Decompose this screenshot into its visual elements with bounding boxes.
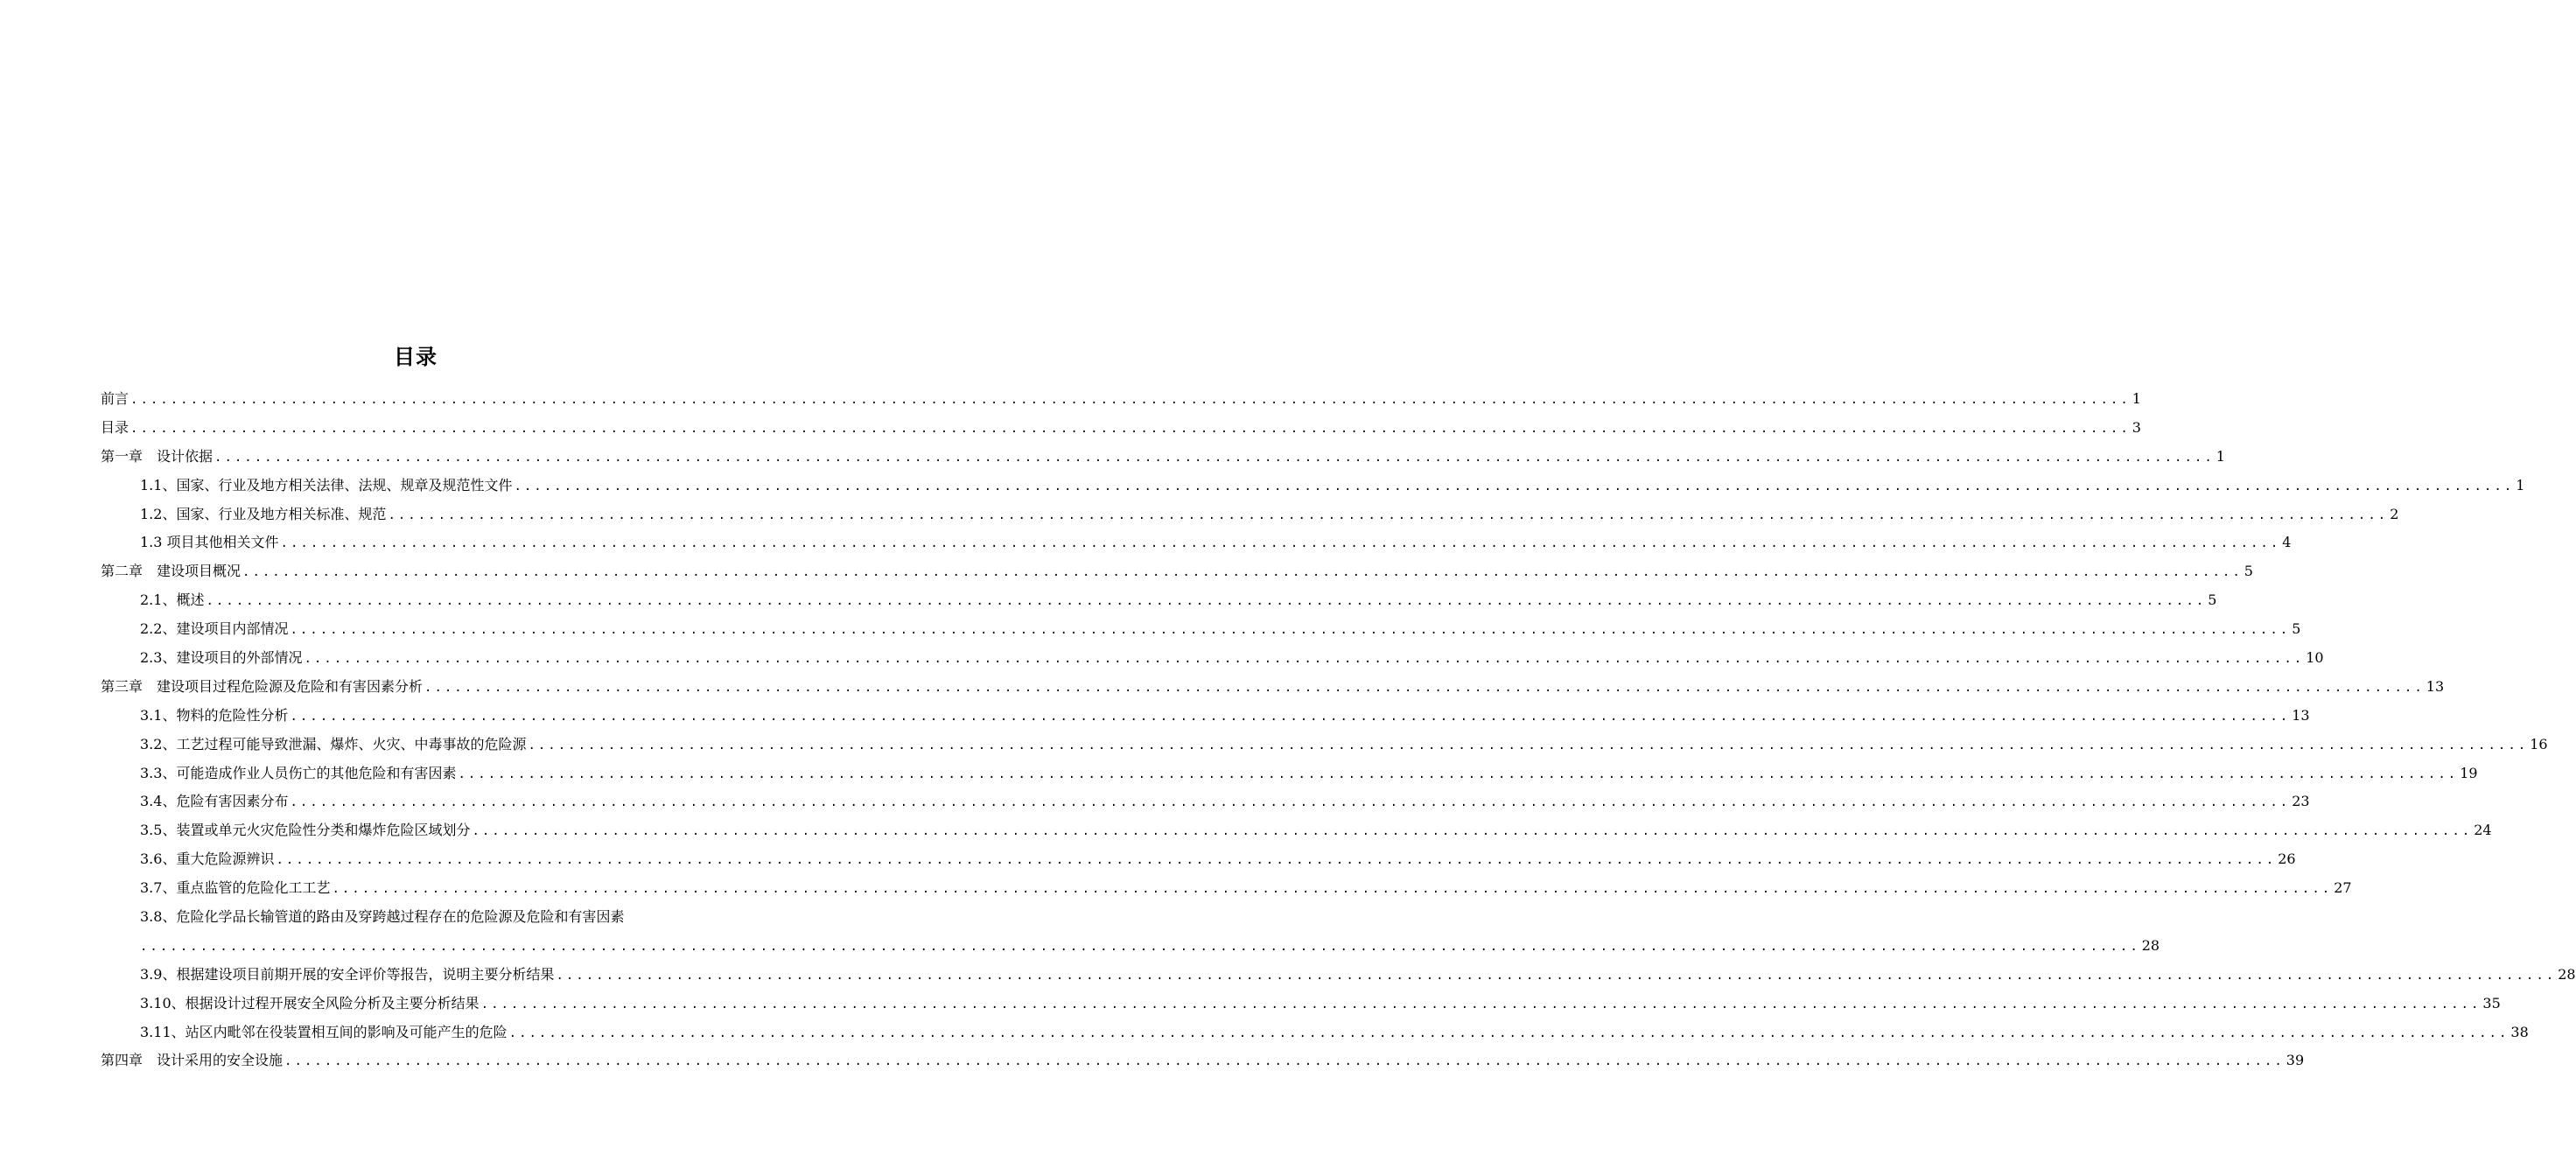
toc-leader-dots: ........................................................................................................................................................................................................ bbox=[424, 680, 2425, 695]
toc-entry-label: 第二章 建设项目概况 bbox=[101, 563, 242, 580]
toc-entry-label: 1.2、国家、行业及地方相关标准、规范 bbox=[140, 505, 387, 522]
toc-entry-page: 19 bbox=[2460, 764, 2478, 781]
toc-entry[interactable] bbox=[101, 788, 2310, 816]
toc-entry[interactable] bbox=[101, 845, 2296, 874]
toc-entry[interactable] bbox=[101, 528, 2292, 557]
toc-entry-page: 1 bbox=[2216, 447, 2225, 465]
toc-leader-dots: ........................................................................................................................................................................................................ bbox=[276, 853, 2277, 868]
toc-entry-label: 第四章 设计采用的安全设施 bbox=[101, 1052, 284, 1069]
toc-entry-page: 5 bbox=[2244, 563, 2253, 580]
toc-entry-label: 3.5、装置或单元火灾危险性分类和爆炸危险区域划分 bbox=[140, 822, 471, 839]
toc-entry-label: 目录 bbox=[101, 418, 130, 436]
toc-entry-page: 28 bbox=[2141, 936, 2160, 954]
toc-leader-dots: ........................................................................................................................................................................................................ bbox=[388, 508, 2389, 522]
toc-leader-dots: ........................................................................................................................................................................................................ bbox=[290, 795, 2291, 810]
toc-leader-dots: ........................................................................................................................................................................................................ bbox=[508, 1026, 2510, 1040]
toc-leader-dots: ........................................................................................................................................................................................................ bbox=[290, 623, 2291, 638]
toc-entry[interactable] bbox=[101, 874, 2352, 903]
toc-entry[interactable] bbox=[101, 673, 2445, 702]
toc-leader-dots: ........................................................................................................................................................................................................ bbox=[140, 939, 2140, 954]
toc-entry-page: 1 bbox=[2516, 476, 2525, 494]
toc-leader-dots: ........................................................................................................................................................................................................ bbox=[214, 450, 2215, 465]
toc-entry-label: 3.2、工艺过程可能导致泄漏、爆炸、火灾、中毒事故的危险源 bbox=[140, 735, 527, 752]
toc-entry-label: 第三章 建设项目过程危险源及危险和有害因素分析 bbox=[101, 677, 424, 695]
toc-entry-label: 1.1、国家、行业及地方相关法律、法规、规章及规范性文件 bbox=[140, 476, 513, 494]
toc-entry[interactable] bbox=[101, 414, 2141, 443]
toc-leader-dots: ........................................................................................................................................................................................................ bbox=[284, 1054, 2285, 1069]
toc-entry-label: 2.3、建设项目的外部情况 bbox=[140, 649, 303, 667]
toc-entry-continuation[interactable] bbox=[101, 932, 2160, 961]
toc-entry-label: 3.6、重大危险源辨识 bbox=[140, 850, 275, 868]
toc-entry[interactable] bbox=[101, 760, 2478, 788]
toc-entry-page: 27 bbox=[2334, 879, 2352, 897]
toc-leader-dots: ........................................................................................................................................................................................................ bbox=[242, 565, 2243, 580]
toc-entry[interactable] bbox=[101, 1046, 2305, 1075]
toc-entry-page: 23 bbox=[2292, 793, 2310, 810]
toc-leader-dots: ........................................................................................................................................................................................................ bbox=[472, 824, 2473, 839]
toc-leader-dots: ........................................................................................................................................................................................................ bbox=[130, 421, 2131, 436]
toc-entry-page: 4 bbox=[2282, 534, 2292, 551]
toc-entry-page: 13 bbox=[2426, 677, 2445, 695]
toc-entry-label: 3.7、重点监管的危险化工工艺 bbox=[140, 879, 331, 897]
toc-entry-label: 第一章 设计依据 bbox=[101, 447, 214, 465]
toc-entry[interactable] bbox=[101, 903, 732, 932]
toc-leader-dots: ........................................................................................................................................................................................................ bbox=[332, 882, 2333, 897]
toc-entry[interactable] bbox=[101, 557, 2253, 586]
toc-entry-page: 3 bbox=[2132, 418, 2141, 436]
toc-entry-page: 1 bbox=[2132, 390, 2141, 407]
toc-entry[interactable] bbox=[101, 500, 2399, 529]
toc-leader-dots: ........................................................................................................................................................................................................ bbox=[514, 479, 2515, 494]
toc-entry-label: 3.11、站区内毗邻在役装置相互间的影响及可能产生的危险 bbox=[140, 1023, 508, 1040]
toc-entry-page: 26 bbox=[2278, 850, 2296, 868]
toc-leader-dots: ........................................................................................................................................................................................................ bbox=[280, 536, 2281, 551]
toc-entry-label: 2.1、概述 bbox=[140, 592, 205, 609]
table-of-contents bbox=[101, 385, 2576, 1075]
toc-entry[interactable] bbox=[101, 615, 2301, 644]
toc-entry-page: 38 bbox=[2510, 1023, 2529, 1040]
toc-leader-dots: ........................................................................................................................................................................................................ bbox=[304, 652, 2305, 667]
toc-entry[interactable] bbox=[101, 990, 2501, 1018]
toc-leader-dots: ........................................................................................................................................................................................................ bbox=[556, 968, 2557, 983]
toc-entry[interactable] bbox=[101, 644, 2324, 673]
toc-entry[interactable] bbox=[101, 472, 2525, 500]
toc-entry-label: 1.3 项目其他相关文件 bbox=[140, 534, 279, 551]
toc-entry-page: 2 bbox=[2390, 505, 2399, 522]
toc-entry-page: 16 bbox=[2530, 735, 2548, 752]
toc-entry-label: 3.8、危险化学品长输管道的路由及穿跨越过程存在的危险源及危险和有害因素 bbox=[140, 908, 625, 926]
toc-leader-dots: ........................................................................................................................................................................................................ bbox=[130, 393, 2131, 407]
toc-leader-dots: ........................................................................................................................................................................................................ bbox=[290, 709, 2291, 724]
toc-leader-dots: ........................................................................................................................................................................................................ bbox=[480, 997, 2482, 1012]
toc-entry-label: 3.1、物料的危险性分析 bbox=[140, 706, 289, 724]
toc-leader-dots: ........................................................................................................................................................................................................ bbox=[458, 766, 2459, 781]
toc-leader-dots: ........................................................................................................................................................................................................ bbox=[528, 738, 2529, 752]
toc-entry[interactable] bbox=[101, 702, 2310, 731]
toc-entry-label: 3.10、根据设计过程开展安全风险分析及主要分析结果 bbox=[140, 994, 480, 1012]
toc-entry-label: 3.9、根据建设项目前期开展的安全评价等报告，说明主要分析结果 bbox=[140, 965, 555, 983]
toc-entry[interactable] bbox=[101, 586, 2217, 615]
toc-entry-page: 28 bbox=[2558, 965, 2576, 983]
toc-entry[interactable] bbox=[101, 443, 2225, 472]
toc-entry-page: 5 bbox=[2292, 620, 2301, 638]
toc-entry[interactable] bbox=[101, 1018, 2529, 1047]
toc-leader-dots: ........................................................................................................................................................................................................ bbox=[206, 594, 2207, 609]
toc-entry-label: 3.4、危险有害因素分布 bbox=[140, 793, 289, 810]
toc-entry-page: 5 bbox=[2208, 592, 2217, 609]
toc-entry[interactable] bbox=[101, 731, 2548, 760]
toc-entry[interactable] bbox=[101, 961, 2576, 990]
toc-entry-page: 24 bbox=[2474, 822, 2492, 839]
toc-entry-label: 3.3、可能造成作业人员伤亡的其他危险和有害因素 bbox=[140, 764, 457, 781]
toc-entry-label: 2.2、建设项目内部情况 bbox=[140, 620, 289, 638]
page-title: 目录 bbox=[394, 345, 438, 369]
toc-entry-page: 39 bbox=[2286, 1052, 2305, 1069]
toc-entry-page: 35 bbox=[2482, 994, 2501, 1012]
toc-entry-label: 前言 bbox=[101, 390, 130, 407]
toc-entry[interactable] bbox=[101, 816, 2492, 845]
toc-entry-page: 13 bbox=[2292, 706, 2310, 724]
toc-entry[interactable] bbox=[101, 385, 2141, 414]
toc-entry-page: 10 bbox=[2306, 649, 2324, 667]
